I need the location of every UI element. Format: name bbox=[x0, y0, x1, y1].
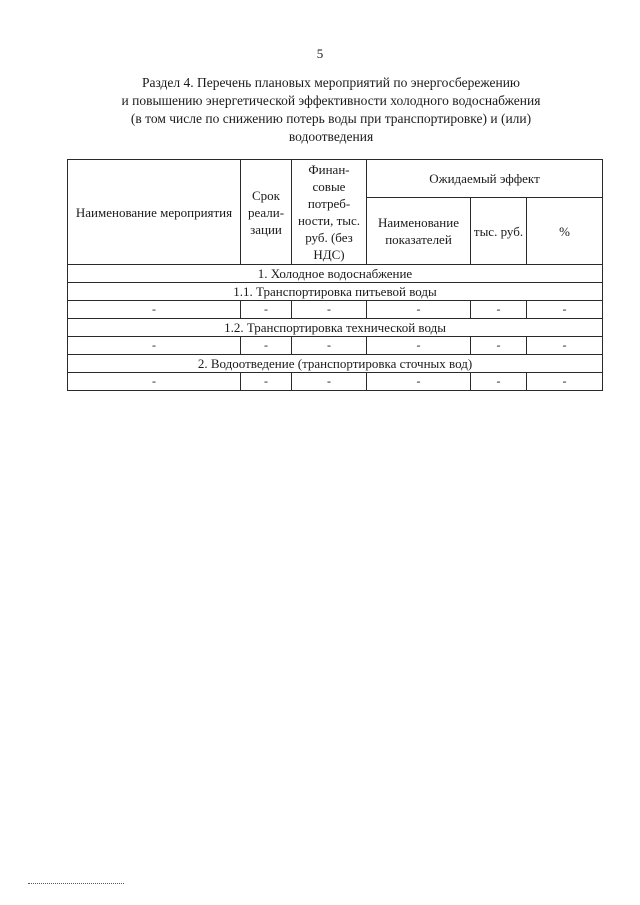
cell-finance: - bbox=[292, 373, 367, 391]
subsection-drinking-water: 1.1. Транспортировка питьевой воды bbox=[68, 283, 603, 301]
cell-name: - bbox=[68, 373, 241, 391]
section-title-line-2: и повышению энергетической эффективности холодного водоснабжения bbox=[121, 93, 541, 108]
cell-name: - bbox=[68, 301, 241, 319]
cell-term: - bbox=[241, 337, 292, 355]
cell-percent: - bbox=[527, 337, 603, 355]
measures-table bbox=[67, 159, 603, 391]
footer-divider bbox=[28, 883, 124, 884]
header-term: Срок реали-зации bbox=[241, 160, 292, 265]
section-cold-water: 1. Холодное водоснабжение bbox=[68, 265, 603, 283]
cell-percent: - bbox=[527, 373, 603, 391]
section-title-line-4: водоотведения bbox=[288, 129, 374, 144]
cell-thousand-rub: - bbox=[471, 373, 527, 391]
cell-indicators: - bbox=[367, 301, 471, 319]
cell-name: - bbox=[68, 337, 241, 355]
cell-percent: - bbox=[527, 301, 603, 319]
table-row bbox=[68, 337, 603, 355]
subsection-technical-water: 1.2. Транспортировка технической воды bbox=[68, 319, 603, 337]
cell-finance: - bbox=[292, 301, 367, 319]
cell-indicators: - bbox=[367, 373, 471, 391]
table-row bbox=[68, 301, 603, 319]
header-percent: % bbox=[527, 198, 603, 265]
section-title-line-1: Раздел 4. Перечень плановых мероприятий по энергосбережению bbox=[141, 75, 521, 90]
header-expected-effect: Ожидаемый эффект bbox=[367, 160, 603, 198]
section-title bbox=[60, 74, 602, 146]
cell-thousand-rub: - bbox=[471, 337, 527, 355]
header-finance: Финан-совые потреб-ности, тыс. руб. (без НДС) bbox=[292, 160, 367, 265]
header-thousand-rub: тыс. руб. bbox=[471, 198, 527, 265]
table-row bbox=[68, 373, 603, 391]
page-number: 5 bbox=[316, 46, 324, 61]
cell-finance: - bbox=[292, 337, 367, 355]
cell-thousand-rub: - bbox=[471, 301, 527, 319]
cell-indicators: - bbox=[367, 337, 471, 355]
header-name: Наименование мероприятия bbox=[68, 160, 241, 265]
section-wastewater: 2. Водоотведение (транспортировка сточных вод) bbox=[68, 355, 603, 373]
cell-term: - bbox=[241, 373, 292, 391]
header-indicators: Наименование показателей bbox=[367, 198, 471, 265]
cell-term: - bbox=[241, 301, 292, 319]
section-title-line-3: (в том числе по снижению потерь воды при транспортировке) и (или) bbox=[130, 111, 532, 126]
